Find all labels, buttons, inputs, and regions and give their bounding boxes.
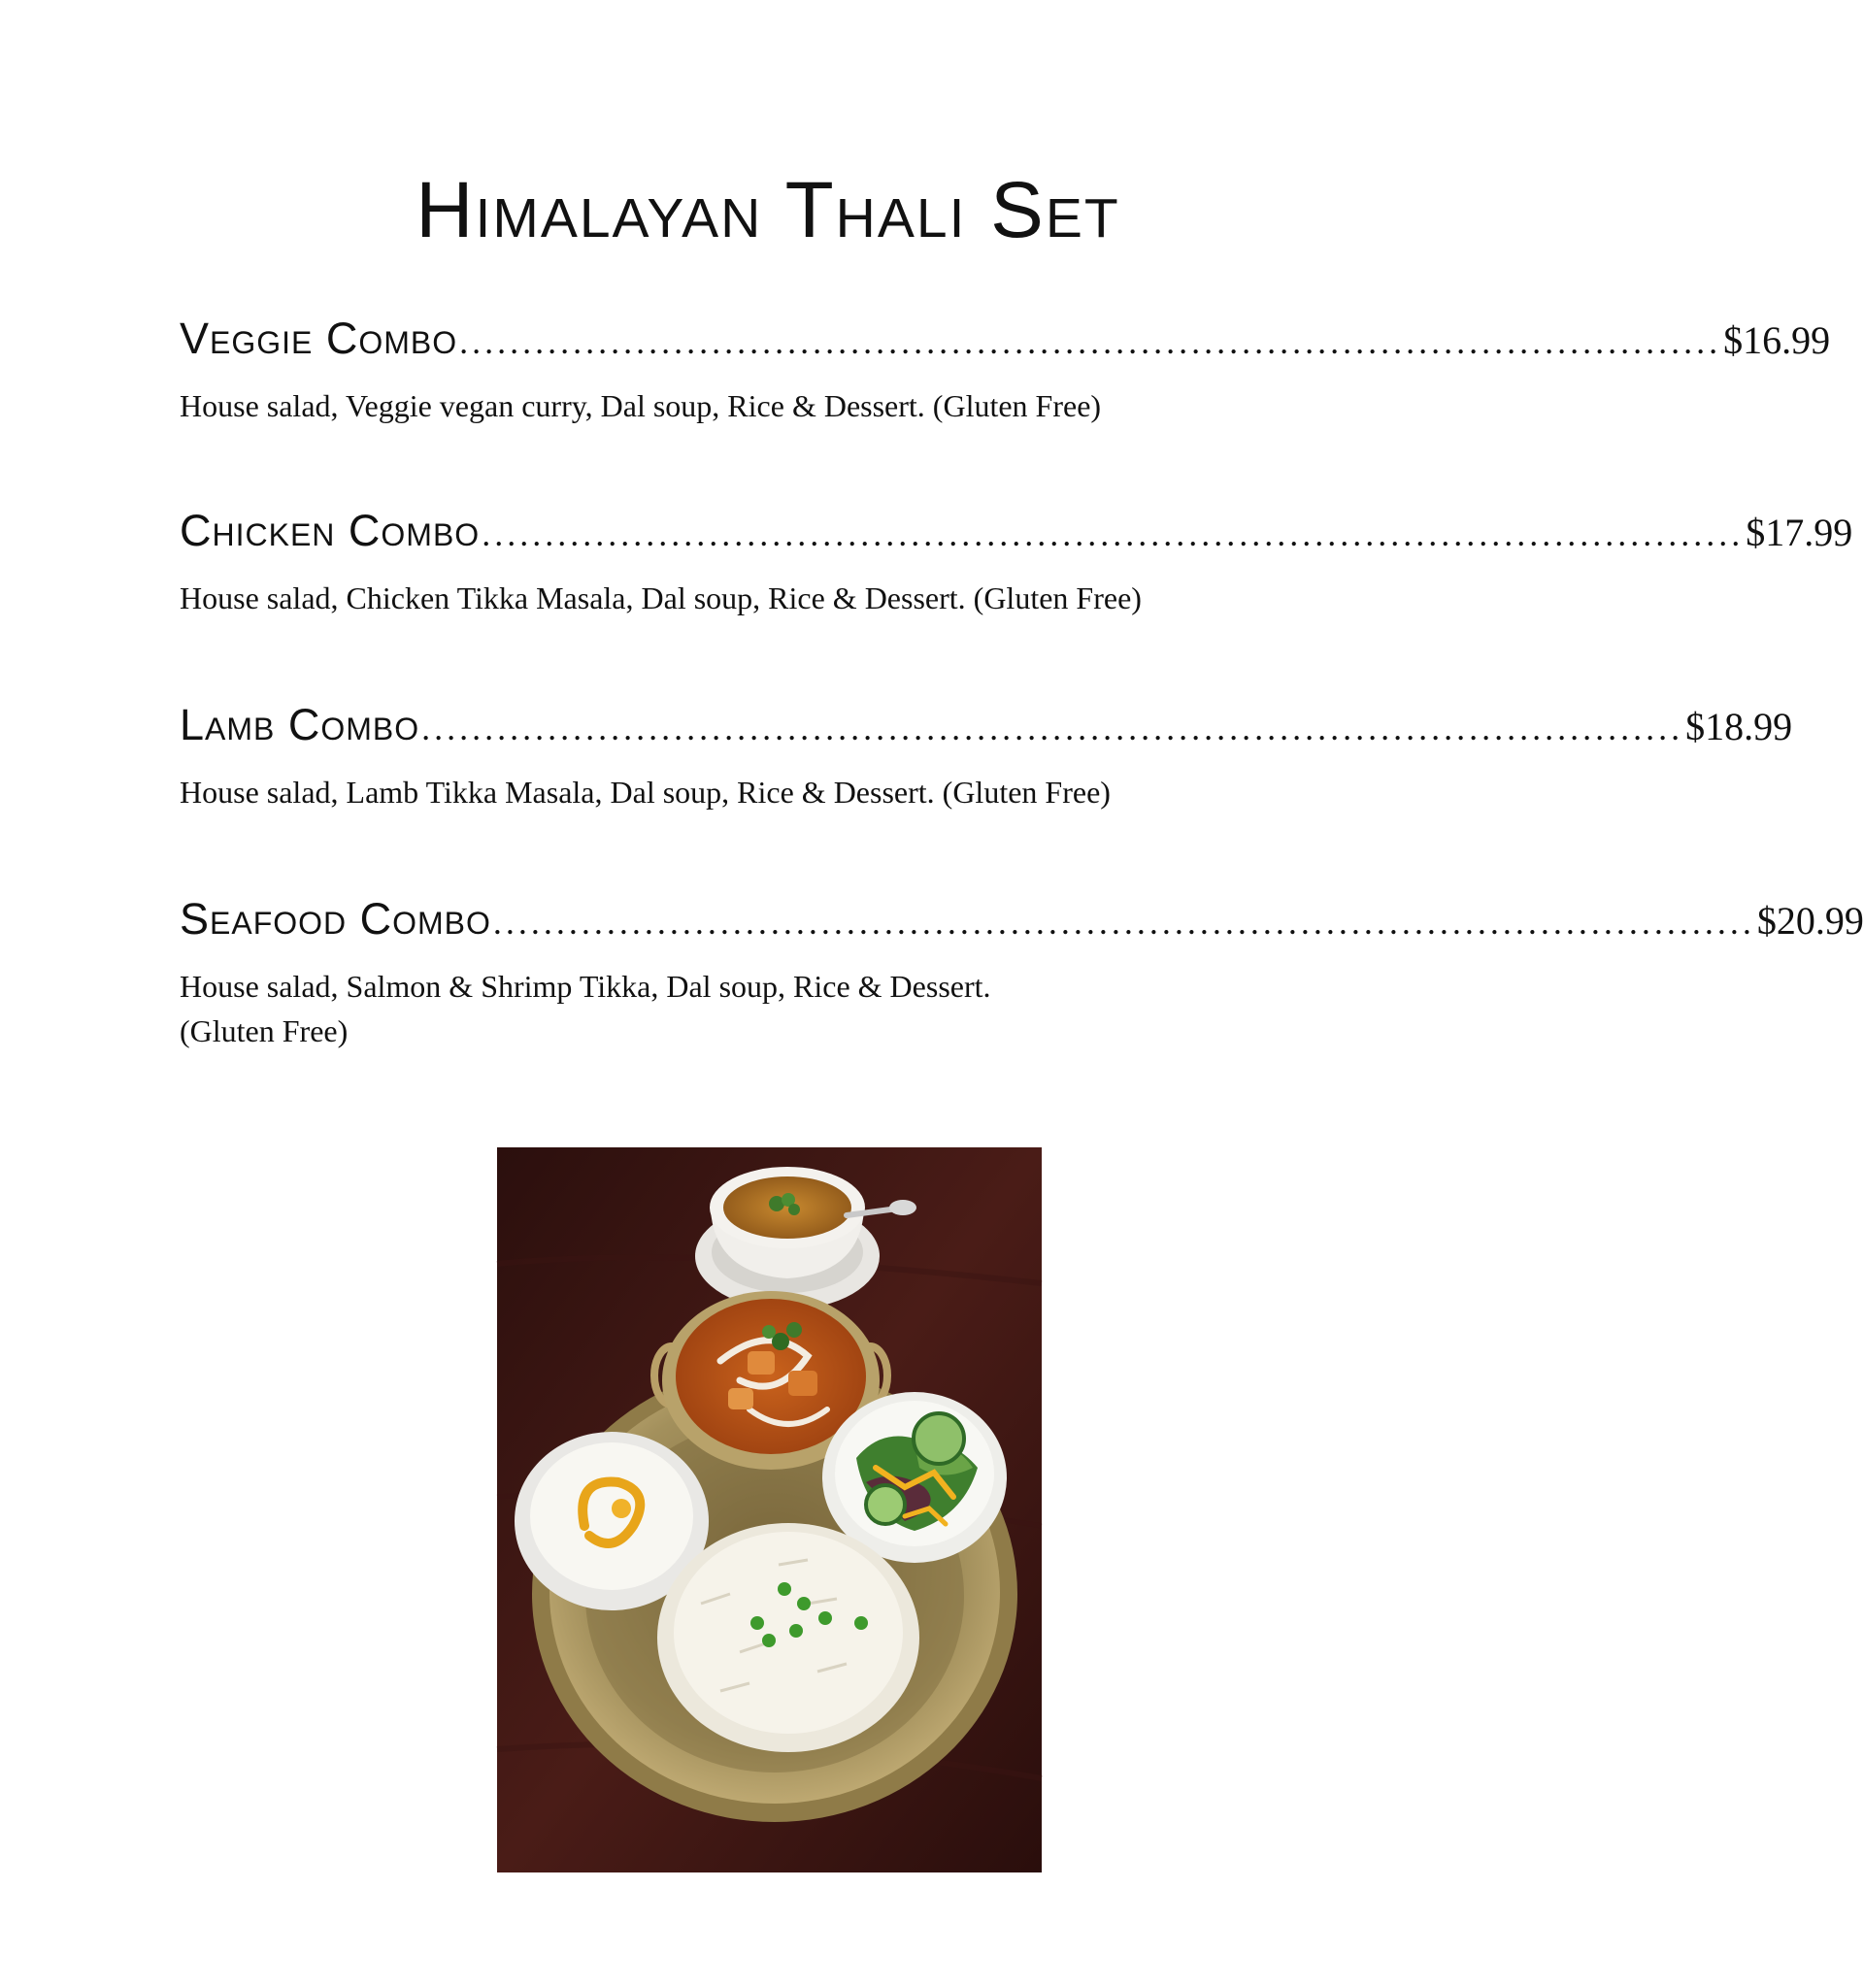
menu-item-name: Lamb Combo (180, 700, 420, 749)
dot-leader: .................................................................................................... (492, 903, 1755, 942)
menu-item-description: House salad, Veggie vegan curry, Dal soup, Rice & Dessert. (Gluten Free) (180, 388, 1102, 423)
menu-item-name: Veggie Combo (180, 314, 458, 363)
menu-item-lamb-combo (180, 700, 1793, 814)
menu-item-header (180, 506, 1853, 555)
dot-leader: .................................................................................................... (482, 514, 1745, 553)
menu-item-price: $18.99 (1685, 705, 1793, 748)
page-title: Himalayan Thali Set (416, 166, 1120, 254)
thali-photo (497, 1147, 1042, 1872)
menu-item-description-line: House salad, Salmon & Shrimp Tikka, Dal soup, Rice & Dessert. (180, 969, 991, 1004)
menu-item-description (180, 964, 1317, 1053)
menu-item-chicken-combo (180, 506, 1853, 620)
menu-item-price: $16.99 (1723, 318, 1831, 362)
menu-item-header (180, 894, 1864, 944)
rice-mound (657, 1523, 919, 1752)
menu-item-header (180, 700, 1793, 749)
menu-item-name: Chicken Combo (180, 506, 481, 555)
menu-item-header (180, 314, 1831, 363)
menu-item-seafood-combo (180, 894, 1864, 1053)
dot-leader: .................................................................................................... (421, 709, 1684, 747)
menu-item-description: House salad, Lamb Tikka Masala, Dal soup, Rice & Dessert. (Gluten Free) (180, 775, 1111, 810)
menu-item-name: Seafood Combo (180, 894, 491, 944)
menu-item-description-line: (Gluten Free) (180, 1013, 349, 1048)
menu-item-description: House salad, Chicken Tikka Masala, Dal soup, Rice & Dessert. (Gluten Free) (180, 580, 1142, 615)
menu-item-price: $20.99 (1756, 899, 1864, 943)
menu-item-price: $17.99 (1746, 511, 1853, 554)
menu-item-veggie-combo (180, 314, 1831, 428)
dot-leader: .................................................................................................... (459, 322, 1722, 361)
